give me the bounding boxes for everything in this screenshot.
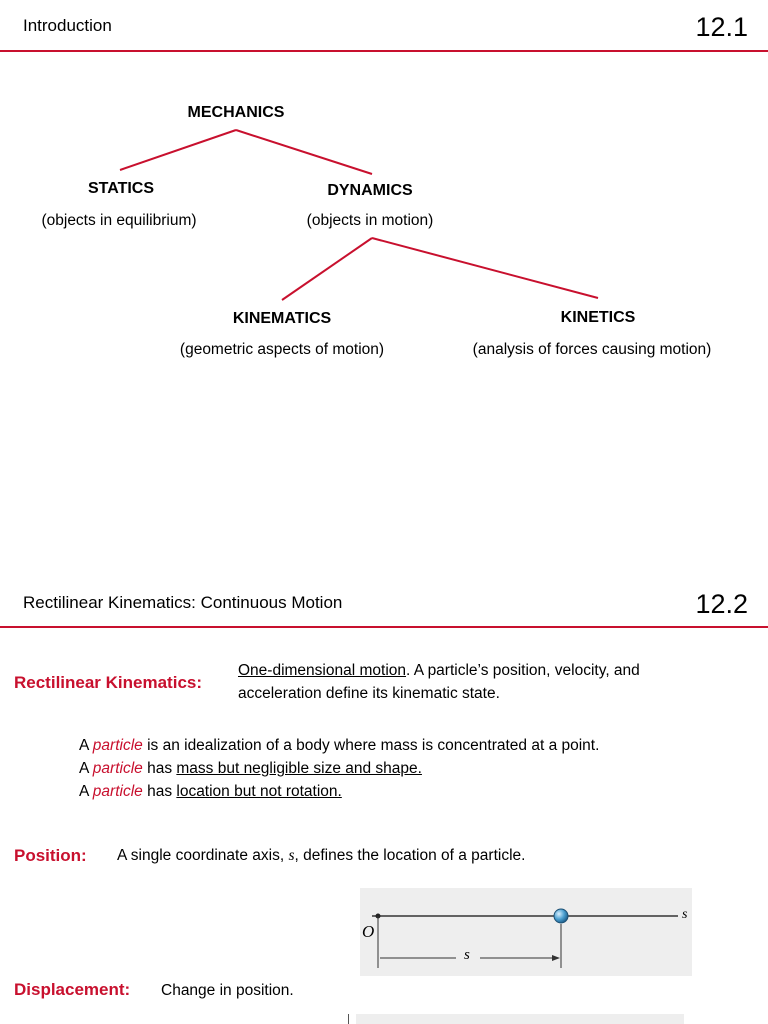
node-kinetics-title: KINETICS xyxy=(560,309,636,326)
particle-line-2-article: A xyxy=(79,760,93,777)
position-axis-svg xyxy=(360,888,692,976)
displacement-text: Change in position. xyxy=(161,982,294,999)
slide1-title: Introduction xyxy=(23,16,112,35)
particle-line-3-text: has xyxy=(142,783,177,800)
displacement-label: Displacement: xyxy=(14,980,131,999)
position-symbol: s xyxy=(288,847,295,864)
slide2-title: Rectilinear Kinematics: Continuous Motion xyxy=(23,593,343,612)
connector-mechanics-dynamics xyxy=(236,130,372,174)
next-figure-tick xyxy=(348,1014,349,1024)
particle-line-1 xyxy=(79,737,599,755)
particle-line-1-article: A xyxy=(79,737,93,754)
particle-ball xyxy=(554,909,568,923)
node-dynamics-desc: (objects in motion) xyxy=(306,212,434,229)
slide1-number: 12.1 xyxy=(695,12,748,42)
particle-term: particle xyxy=(92,783,143,800)
connector-mechanics-statics xyxy=(120,130,236,170)
axis-label: s xyxy=(682,907,688,922)
position-text xyxy=(117,847,525,865)
particle-line-3-article: A xyxy=(79,783,93,800)
node-statics-desc: (objects in equilibrium) xyxy=(41,212,197,229)
node-statics-title: STATICS xyxy=(87,180,155,197)
particle-term: particle xyxy=(92,737,143,754)
position-axis-figure xyxy=(360,888,692,976)
node-kinematics-desc: (geometric aspects of motion) xyxy=(179,341,385,358)
particle-term: particle xyxy=(92,760,143,777)
connector-dynamics-kinetics xyxy=(372,238,598,298)
particle-line-3-underlined: location but not rotation. xyxy=(176,783,342,800)
slide2-header-rule xyxy=(0,626,768,628)
dimension-label: s xyxy=(464,947,470,963)
node-kinematics-title: KINEMATICS xyxy=(232,310,332,327)
rectilinear-label: Rectilinear Kinematics: xyxy=(14,673,203,692)
connector-dynamics-kinematics xyxy=(282,238,372,300)
position-text-after: , defines the location of a particle. xyxy=(294,847,526,864)
position-text-before: A single coordinate axis, xyxy=(117,847,289,864)
rectilinear-definition-rest: . A particle’s position, velocity, and xyxy=(406,662,640,679)
next-figure-partial xyxy=(356,1014,684,1024)
particle-line-1-text: is an idealization of a body where mass is concentrated at a point. xyxy=(142,737,600,754)
dimension-arrowhead xyxy=(552,955,560,961)
particle-line-2-underlined: mass but negligible size and shape. xyxy=(176,760,422,777)
position-label: Position: xyxy=(14,846,87,865)
rectilinear-definition-underlined: One-dimensional motion xyxy=(238,662,407,679)
node-kinetics-desc: (analysis of forces causing motion) xyxy=(472,341,712,358)
particle-line-2-text: has xyxy=(142,760,177,777)
node-dynamics-title: DYNAMICS xyxy=(327,182,413,199)
node-mechanics: MECHANICS xyxy=(187,104,285,121)
slide2-number: 12.2 xyxy=(695,589,748,619)
particle-line-3 xyxy=(79,783,342,801)
rectilinear-definition-line2: acceleration define its kinematic state. xyxy=(238,685,500,702)
rectilinear-definition-line1 xyxy=(238,662,640,680)
origin-label: O xyxy=(362,922,375,941)
particle-line-2 xyxy=(79,760,422,778)
